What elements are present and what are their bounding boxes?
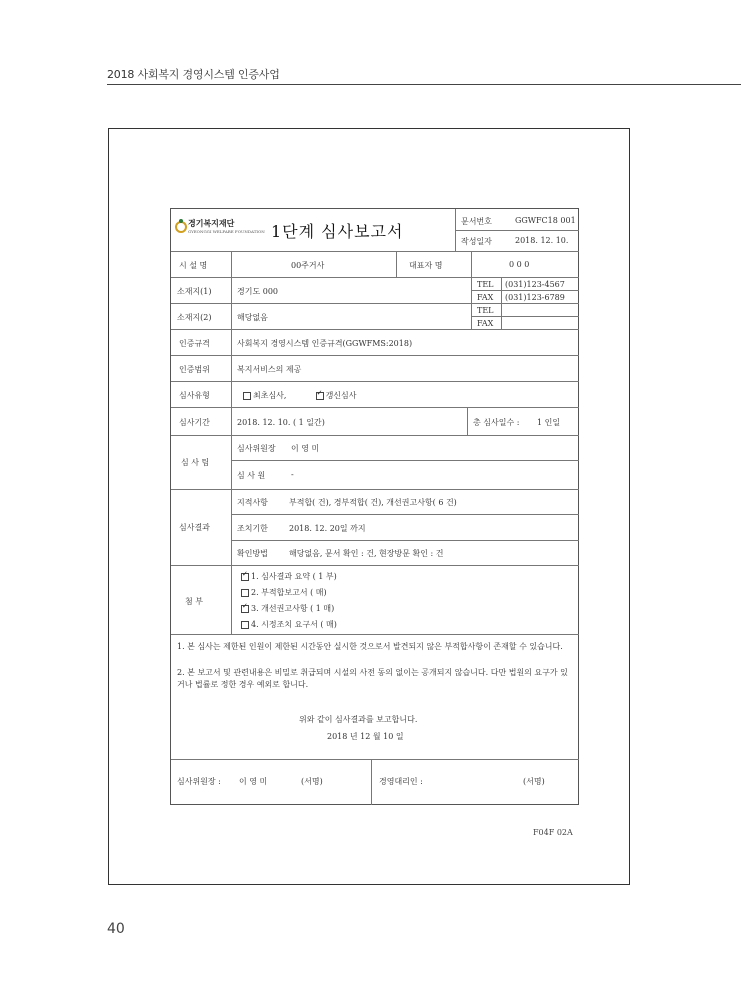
addr1-label: 소재지(1)	[177, 287, 212, 296]
type-first-label: 최초심사,	[253, 391, 287, 400]
scope-label: 인증범위	[179, 365, 210, 374]
finding-label: 지적사항	[237, 498, 268, 507]
closing-date: 2018 년 12 월 10 일	[327, 732, 404, 741]
attach-3-checkbox[interactable]	[241, 605, 249, 613]
tel1-label: TEL	[477, 280, 494, 289]
form-number: F04F 02A	[533, 828, 573, 837]
form-title: 1단계 심사보고서	[271, 222, 404, 241]
standard-value: 사회복지 경영시스템 인증규격(GGWFMS:2018)	[237, 339, 413, 348]
attach-item-1: ✓1. 심사결과 요약 ( 1 부)	[241, 571, 337, 582]
attach-item-2: 2. 부적합보고서 ( 매)	[241, 587, 327, 598]
type-options	[243, 390, 356, 401]
sign-leader-seal[interactable]: (서명)	[301, 777, 323, 786]
logo-name: 경기복지재단	[188, 218, 235, 228]
addr1-value: 경기도 000	[237, 287, 278, 296]
facility-label: 시 설 명	[179, 261, 208, 270]
tel1-value: (031)123-4567	[505, 280, 565, 289]
period-label: 심사기간	[179, 418, 210, 427]
method-value: 해당없음, 문서 확인 : 건, 현장방문 확인 : 건	[289, 549, 444, 558]
standard-label: 인증규격	[179, 339, 210, 348]
sign-leader-label: 심사위원장 :	[177, 777, 221, 786]
sign-leader-name: 이 영 미	[239, 777, 268, 786]
leader-label: 심사위원장	[237, 444, 276, 453]
period-value: 2018. 12. 10. ( 1 일간)	[237, 418, 325, 427]
addr2-label: 소재지(2)	[177, 313, 212, 322]
tel2-label: TEL	[477, 306, 494, 315]
logo-subtitle: GYEONGGI WELFARE FOUNDATION	[188, 229, 265, 234]
finding-value: 부적합( 건), 경부적합( 건), 개선권고사항( 6 건)	[289, 498, 457, 507]
attach-1-checkbox[interactable]	[241, 573, 249, 581]
facility-value: 00주거사	[291, 261, 325, 270]
note-1: 1. 본 심사는 제한된 인원이 제한된 시간동안 실시한 것으로서 발견되지 않은 부적합사항이 존재할 수 있습니다.	[177, 642, 563, 651]
fax1-value: (031)123-6789	[505, 293, 565, 302]
team-label: 심 사 팀	[181, 458, 210, 467]
date-label: 작성일자	[461, 237, 492, 246]
result-label: 심사결과	[179, 523, 210, 532]
foundation-logo-icon	[175, 218, 187, 234]
attach-label: 첨 부	[185, 597, 203, 606]
days-value: 1 인일	[537, 418, 561, 427]
attach-4-checkbox[interactable]	[241, 621, 249, 629]
rep-value: 0 0 0	[509, 260, 530, 269]
member-label: 심 사 원	[237, 471, 266, 480]
header-rule	[107, 84, 741, 85]
sign-rep-label: 경영대리인 :	[379, 777, 423, 786]
addr2-value: 해당없음	[237, 313, 268, 322]
type-label: 심사유형	[179, 391, 210, 400]
rep-label: 대표자 명	[409, 261, 443, 270]
fax1-label: FAX	[477, 293, 494, 302]
method-label: 확인방법	[237, 549, 268, 558]
deadline-label: 조치기한	[237, 524, 268, 533]
doc-no-label: 문서번호	[461, 217, 492, 226]
date-value: 2018. 12. 10.	[515, 236, 569, 245]
page-header-title: 2018 사회복지 경영시스템 인증사업	[107, 68, 280, 81]
type-renewal-label: 갱신심사	[325, 391, 357, 400]
sign-rep-seal[interactable]: (서명)	[523, 777, 545, 786]
deadline-value: 2018. 12. 20일 까지	[289, 524, 366, 533]
attach-2-checkbox[interactable]	[241, 589, 249, 597]
doc-no-value: GGWFC18 001	[515, 216, 576, 225]
type-first-checkbox[interactable]	[243, 392, 251, 400]
type-renewal-checkbox[interactable]	[316, 392, 324, 400]
member-value: -	[291, 470, 294, 479]
note-2: 2. 본 보고서 및 관련내용은 비밀로 취급되며 시설의 사전 동의 없이는 공개되지 않습니다. 다만 법원의 요구가 있거나 법률로 정한 경우 예외로 합니다.	[177, 668, 568, 689]
audit-report-form	[170, 208, 579, 805]
days-label: 총 심사일수 :	[473, 418, 520, 427]
closing-text: 위와 같이 심사결과를 보고합니다.	[299, 715, 418, 724]
scope-value: 복지서비스의 제공	[237, 365, 302, 374]
attach-item-3: ✓3. 개선권고사항 ( 1 매)	[241, 603, 334, 614]
attach-item-4: 4. 시정조치 요구서 ( 매)	[241, 619, 337, 630]
fax2-label: FAX	[477, 319, 494, 328]
page-number: 40	[107, 921, 125, 937]
leader-value: 이 영 미	[291, 444, 320, 453]
